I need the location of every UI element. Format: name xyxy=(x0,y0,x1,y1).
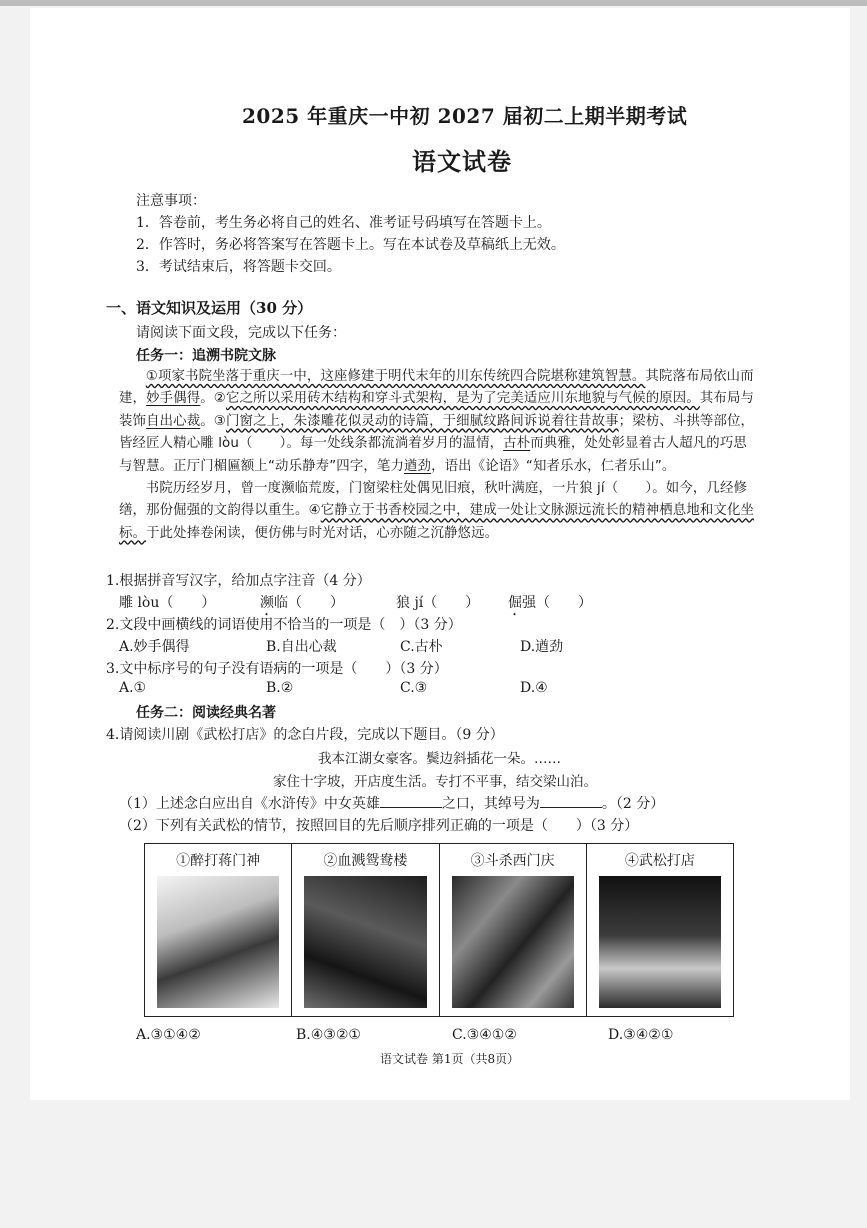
section-title: 一、语文知识及运用（30 分） xyxy=(106,299,313,317)
woodcut-illustration xyxy=(452,876,574,1008)
passage-segment: 它静立于书香校园之中，建成一处让文脉源远流长的精神栖息地和文化坐标。 xyxy=(119,503,755,541)
q1-item: 狼 jí（ ） xyxy=(396,595,480,611)
question-2: 2.文段中画横线的词语使用不恰当的一项是（ ）（3 分） xyxy=(106,617,462,633)
q4-option-d: D.③④②① xyxy=(608,1027,674,1043)
q2-option-a: A.妙手偶得 xyxy=(119,639,190,655)
panel-label: ②血溅鸳鸯楼 xyxy=(323,853,408,869)
panel-label: ④武松打店 xyxy=(624,853,695,869)
q4-option-b: B.④③②① xyxy=(296,1027,361,1043)
passage-segment: 书院历经岁月，曾一度濒临荒废，门窗梁柱处偶见旧痕，秋叶满庭，一片狼 jí（ ）。如今，几经修缮，那份倔强的文韵得以重生。④ xyxy=(119,481,748,519)
task-two-title: 任务二：阅读经典名著 xyxy=(136,705,276,721)
passage-segment: 遒劲 xyxy=(404,458,432,474)
woodcut-illustration xyxy=(599,876,721,1008)
top-border xyxy=(0,0,867,6)
q3-option-b: B.② xyxy=(266,680,294,696)
panel-2 xyxy=(292,844,439,1016)
page-footer: 语文试卷 第1页（共8页） xyxy=(380,1052,520,1066)
woodcut-illustration xyxy=(304,876,426,1008)
passage-segment: 门窗之上，朱漆雕花似灵动的诗篇，于细腻纹路间诉说着往昔故事 xyxy=(225,413,619,429)
notes-heading: 注意事项： xyxy=(136,193,206,209)
passage-paragraph-1 xyxy=(119,366,759,478)
task-one-title: 任务一：追溯书院文脉 xyxy=(136,348,276,364)
q3-option-c: C.③ xyxy=(400,680,428,696)
illustration-panels xyxy=(144,843,734,1017)
passage-segment: 而典雅，处处彰显着古人超凡的巧思与智慧。正厅门楣匾额上“动乐静寿”四字，笔力 xyxy=(119,436,747,474)
question-4-2: （2）下列有关武松的情节，按照回目的先后顺序排列正确的一项是（ ）（3 分） xyxy=(119,818,639,834)
q4-1-text-b: 之口，其绰号为 xyxy=(441,796,540,812)
q3-option-d: D.④ xyxy=(520,680,548,696)
notes-block xyxy=(136,190,565,278)
passage-segment: ①项家书院坐落于重庆一中，这座修建于明代末年的川东传统四合院堪称建筑智慧。 xyxy=(145,369,646,384)
q1-item: 雕 lòu（ ） xyxy=(119,595,216,611)
notes-item: 1．答卷前，考生务必将自己的姓名、准考证号码填写在答题卡上。 xyxy=(136,215,551,231)
question-4: 4.请阅读川剧《武松打店》的念白片段，完成以下题目。（9 分） xyxy=(106,727,504,743)
section-intro: 请阅读下面文段，完成以下任务： xyxy=(136,325,346,341)
q4-option-c: C.③④①② xyxy=(452,1027,517,1043)
q2-option-c: C.古朴 xyxy=(400,639,443,655)
q4-1-text-a: （1）上述念白应出自《水浒传》中女英雄 xyxy=(119,796,380,812)
notes-item: 3．考试结束后，将答题卡交回。 xyxy=(136,259,341,275)
q1-item: 濒临（ ） xyxy=(260,595,344,611)
passage-paragraph-2 xyxy=(119,478,759,545)
passage-segment: ；梁枋、斗拱等部位，皆经匠人精心雕 lòu（ ）。每一处线条都流淌着岁月的温情， xyxy=(119,413,755,452)
panel-4 xyxy=(587,844,733,1016)
panel-3 xyxy=(440,844,587,1016)
q4-option-a: A.③①④② xyxy=(136,1027,201,1043)
passage-segment: 古朴 xyxy=(503,436,531,452)
answer-blank[interactable] xyxy=(380,795,442,808)
q2-option-b: B.自出心裁 xyxy=(266,639,337,655)
panel-label: ③斗杀西门庆 xyxy=(470,853,555,869)
woodcut-illustration xyxy=(157,876,279,1008)
passage-segment: 于此处捧卷闲读，便仿佛与时光对话，心亦随之沉静悠远。 xyxy=(146,525,499,541)
passage-segment: 自出心裁 xyxy=(146,413,201,429)
passage-segment: 。② xyxy=(200,391,226,407)
verse-line-1: 我本江湖女豪客。鬓边斜插花一朵。…… xyxy=(318,751,561,767)
question-3: 3.文中标序号的句子没有语病的一项是（ ）（3 分） xyxy=(106,661,448,677)
q2-option-d: D.遒劲 xyxy=(520,639,564,655)
q3-option-a: A.① xyxy=(119,680,147,696)
passage-segment: 。③ xyxy=(200,413,226,429)
panel-label: ①醉打蒋门神 xyxy=(176,853,261,869)
passage-segment: 它之所以采用砖木结构和穿斗式架构，是为了完美适应川东地貌与气候的原因。 xyxy=(225,391,700,407)
panel-1 xyxy=(145,844,292,1016)
passage-segment: 其布局与装饰 xyxy=(119,391,755,429)
passage-segment: 其院落布局依山而建， xyxy=(119,369,754,407)
reading-passage xyxy=(119,366,759,545)
answer-blank[interactable] xyxy=(540,795,602,808)
q4-1-text-c: 。（2 分） xyxy=(601,796,665,812)
passage-segment: 妙手偶得 xyxy=(146,391,201,407)
question-4-1 xyxy=(119,793,664,813)
exam-title: 2025 年重庆一中初 2027 届初二上期半期考试 xyxy=(242,104,688,128)
exam-subtitle: 语文试卷 xyxy=(412,147,512,176)
passage-segment: ，语出《论语》“知者乐水，仁者乐山”。 xyxy=(431,458,676,474)
notes-item: 2．作答时，务必将答案写在答题卡上。写在本试卷及草稿纸上无效。 xyxy=(136,237,565,253)
q1-item: 倔强（ ） xyxy=(508,595,592,611)
question-1: 1.根据拼音写汉字，给加点字注音（4 分） xyxy=(106,573,371,589)
verse-line-2: 家住十字坡，开店度生活。专打不平事，结交梁山泊。 xyxy=(273,774,597,790)
